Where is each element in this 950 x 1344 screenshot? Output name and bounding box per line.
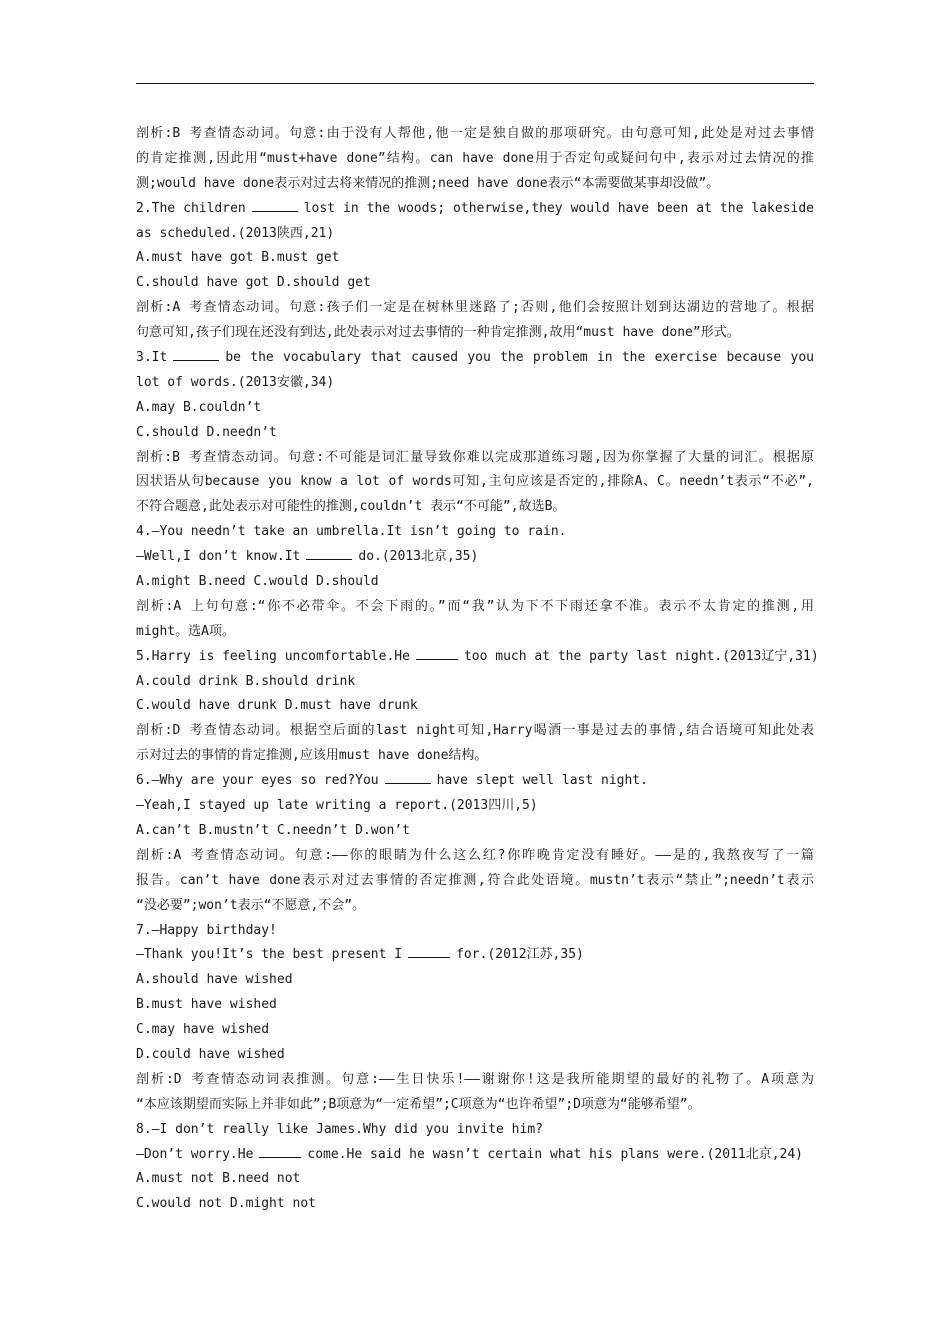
text-line: C.would not D.might not xyxy=(136,1196,317,1212)
text-line: 4.—You needn’t take an umbrella.It isn’t going to rain. xyxy=(136,524,567,540)
text-line xyxy=(136,197,814,222)
question-text-before-blank: 2.The children xyxy=(136,200,246,216)
text-line: B.must have wished xyxy=(136,997,277,1013)
text-line: 剖析:B 考查情态动词。句意:由于没有人帮他,他一定是独自做的那项研究。由句意可知,此处是对过去事情 xyxy=(136,126,814,141)
document-body xyxy=(136,122,819,1217)
text-line: 示对过去的事情的肯定推测,应该用must have done结构。 xyxy=(136,748,488,764)
text-line: 的肯定推测,因此用“must+have done”结构。can have done用于否定句或疑问句中,表示对过去情况的推 xyxy=(136,150,814,166)
text-line: 8.—I don’t really like James.Why did you invite him? xyxy=(136,1121,543,1137)
text-line: 剖析:D 考查情态动词。根据空后面的last night可知,Harry喝酒一事是过去的事情,结合语境可知此处表 xyxy=(136,723,814,739)
text-line: C.would have drunk D.must have drunk xyxy=(136,698,418,714)
text-line: A.must not B.need not xyxy=(136,1171,301,1187)
text-line: 因状语从句because you know a lot of words可知,主句应该是否定的,排除A、C。needn’t表示“不必”, xyxy=(136,474,814,490)
text-line: might。选A项。 xyxy=(136,623,235,639)
text-line: 7.—Happy birthday! xyxy=(136,922,277,938)
question-text-before-blank: 3.It xyxy=(136,350,168,366)
question-text-after-blank: too much at the party last night.(2013辽宁,31) xyxy=(463,648,819,664)
text-line xyxy=(136,645,819,670)
text-line: 剖析:A 考查情态动词。句意:孩子们一定是在树林里迷路了;否则,他们会按照计划到达湖边的营地了。根据 xyxy=(136,300,814,316)
header-rule xyxy=(136,83,814,84)
answer-blank xyxy=(408,945,450,958)
text-line: 不符合题意,此处表示对可能性的推测,couldn’t 表示“不可能”,故选B。 xyxy=(136,499,566,515)
text-line: —Yeah,I stayed up late writing a report.(2013四川,5) xyxy=(136,798,538,814)
text-line: 剖析:D 考查情态动词表推测。句意:——生日快乐!——谢谢你!这是我所能期望的最好的礼物了。A项意为 xyxy=(136,1071,814,1087)
text-line xyxy=(136,769,814,794)
question-text-after-blank: have slept well last night. xyxy=(436,773,648,789)
text-line xyxy=(136,545,814,570)
text-line: A.must have got B.must get xyxy=(136,250,340,266)
question-text-before-blank: —Thank you!It’s the best present I xyxy=(136,947,403,963)
answer-blank xyxy=(385,771,431,784)
text-line: C.may have wished xyxy=(136,1022,270,1038)
text-line: A.should have wished xyxy=(136,972,293,988)
text-line: lot of words.(2013安徽,34) xyxy=(136,374,335,390)
answer-blank xyxy=(416,647,458,660)
answer-blank xyxy=(252,199,298,212)
text-line: 剖析:A 考查情态动词。句意:——你的眼睛为什么这么红?你昨晚肯定没有睡好。——是的,我熬夜写了一篇 xyxy=(136,847,814,863)
text-line: 剖析:A 上句句意:“你不必带伞。不会下雨的。”而“我”认为下不下雨还拿不准。表示不太肯定的推测,用 xyxy=(136,598,814,614)
question-text-before-blank: —Well,I don’t know.It xyxy=(136,549,301,565)
text-line: C.should have got D.should get xyxy=(136,275,371,291)
text-line: A.can’t B.mustn’t C.needn’t D.won’t xyxy=(136,822,410,838)
question-text-after-blank: come.He said he wasn’t certain what his plans were.(2011北京,24) xyxy=(307,1146,804,1162)
text-line: A.may B.couldn’t xyxy=(136,399,262,415)
answer-blank xyxy=(173,348,219,361)
text-line xyxy=(136,943,814,968)
text-line: 句意可知,孩子们现在还没有到达,此处表示对过去事情的一种肯定推测,故用“must have done”形式。 xyxy=(136,325,740,341)
answer-blank xyxy=(306,547,352,560)
text-line: D.could have wished xyxy=(136,1046,285,1062)
text-line: A.could drink B.should drink xyxy=(136,673,356,689)
text-line: “没必要”;won’t表示“不愿意,不会”。 xyxy=(136,897,366,913)
text-line xyxy=(136,346,814,371)
text-line: C.should D.needn’t xyxy=(136,424,277,440)
question-text-before-blank: 5.Harry is feeling uncomfortable.He xyxy=(136,648,410,664)
answer-blank xyxy=(259,1145,301,1158)
text-line: 剖析:B 考查情态动词。句意:不可能是词汇量导致你难以完成那道练习题,因为你掌握了大量的词汇。根据原 xyxy=(136,449,814,465)
text-line: “本应该期望而实际上并非如此”;B项意为“一定希望”;C项意为“也许希望”;D项意为“能够希望”。 xyxy=(136,1096,701,1112)
question-text-after-blank: do.(2013北京,35) xyxy=(358,549,479,565)
text-line: 测;would have done表示对过去将来情况的推测;need have done表示“本需要做某事却没做”。 xyxy=(136,175,720,191)
question-text-after-blank: for.(2012江苏,35) xyxy=(456,947,584,963)
question-text-before-blank: 6.—Why are your eyes so red?You xyxy=(136,773,379,789)
text-line: as scheduled.(2013陕西,21) xyxy=(136,225,335,241)
text-line: A.might B.need C.would D.should xyxy=(136,574,379,590)
text-line xyxy=(136,1143,814,1168)
text-line: 报告。can’t have done表示对过去事情的否定推测,符合此处语境。mustn’t表示“禁止”;needn’t表示 xyxy=(136,872,814,888)
question-text-before-blank: —Don’t worry.He xyxy=(136,1146,254,1162)
question-text-after-blank: lost in the woods; otherwise,they would have been at the lakeside xyxy=(303,200,814,216)
question-text-after-blank: be the vocabulary that caused you the problem in the exercise because you xyxy=(225,350,814,366)
